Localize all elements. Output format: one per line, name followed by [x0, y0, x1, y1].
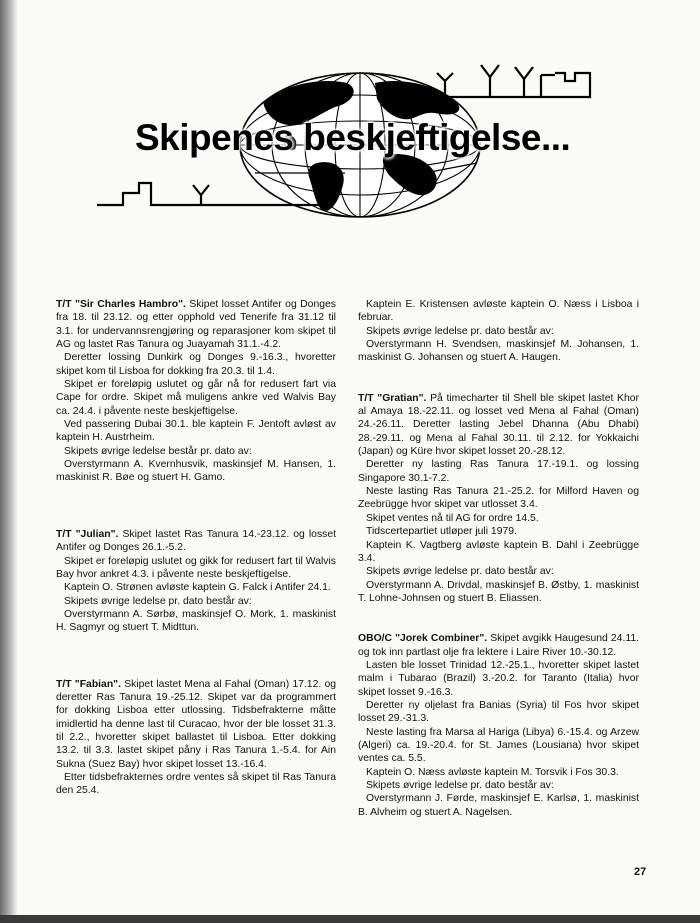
paragraph: Skipets øvrige ledelse består pr. dato av:: [64, 445, 252, 457]
article-sir-charles-hambro: [56, 298, 336, 485]
paragraph: Overstyrmann A. Kvernhusvik, maskinsjef M. Hansen, 1. maskinist R. Bøe og stuert H. Gamo.: [56, 459, 336, 484]
paragraph: Skipets øvrige ledelse pr. dato består av:: [366, 780, 554, 791]
paragraph: Skipets øvrige ledelse pr. dato består av:: [366, 325, 554, 337]
paragraph: Skipet avgikk Haugesund 24.11. og tok inn partlast olje fra lektere i Laire River 10.-30.12.: [358, 633, 640, 658]
paragraph: Kaptein E. Kristensen avløste kaptein O. Næss i Lisboa i februar.: [358, 299, 639, 324]
ship-name: T/T "Sir Charles Hambro".: [56, 299, 186, 310]
paragraph: Neste lasting fra Marsa al Hariga (Libya) 6.-15.4. og Arzew (Algeri) ca. 19.-20.4. for St. James (Lousiana) hvor skipet ventes ca. 5.5.: [358, 726, 639, 765]
paragraph: Overstyrmann A. Sørbø, maskinsjef O. Mork, 1. maskinist H. Sagmyr og stuert T. Midttun.: [56, 608, 336, 634]
paragraph: Skipets øvrige ledelse pr. dato består av:: [366, 566, 554, 578]
paragraph: Deretter ny oljelast fra Banias (Syria) til Fos hvor skipet losset 29.-31.3.: [358, 699, 639, 725]
paragraph: Deretter ny lasting Ras Tanura 17.-19.1. og lossing Singapore 30.1-7.2.: [358, 459, 639, 484]
article-jorek-combiner: [358, 632, 639, 819]
paragraph: Ved passering Dubai 30.1. ble kaptein F. Jentoft avløst av kaptein H. Austrheim.: [56, 419, 336, 444]
article-julian: [56, 528, 336, 635]
paragraph: På timecharter til Shell ble skipet lastet Khor al Amaya 18.-22.11. og losset ved Mena al Fahal (Oman) 24.-26.11. Deretter lasting Jebel Dhanna (Abu Dhabi) 28.-29.11. og Mena al Fahal 30.11. til 2.12. for Yokkaichi (Japan) og Küre hvor skipet losset 20.-28.12.: [358, 392, 639, 458]
paragraph: Skipet ventes nå til AG for ordre 14.5.: [366, 512, 539, 524]
page-number: 27: [634, 866, 647, 878]
paragraph: Lasten ble losset Trinidad 12.-25.1., hvoretter skipet lastet malm i Tubarao (Brazil) 3.-20.2. for Taranto (Italia) hvor skipet losset 9.-16.3.: [358, 659, 639, 698]
article-fabian-continued: [358, 298, 639, 365]
page-title: Skipenes beskjeftigelse...: [135, 117, 571, 158]
paragraph: Etter tidsbefrakternes ordre ventes så skipet til Ras Tanura den 25.4.: [56, 771, 336, 797]
paragraph: Overstyrmann H. Svendsen, maskinsjef M. Johansen, 1. maskinist G. Johansen og stuert A. Haugen.: [358, 339, 639, 364]
header-illustration: [85, 55, 605, 230]
paragraph: Skipet er foreløpig uslutet og går nå for redusert fart via Cape for ordre. Skipet må muligens ankre ved Walvis Bay ca. 24.4. i påvente neste beskjeftigelse.: [56, 379, 336, 417]
paragraph: Overstyrmann A. Drivdal, maskinsjef B. Østby, 1. maskinist T. Lohne-Johnsen og stuert B. Eliassen.: [358, 579, 639, 604]
right-column: [358, 298, 639, 832]
article-fabian: [56, 678, 336, 798]
page-binding-shadow: [0, 0, 18, 923]
paragraph: Kaptein O. Næss avløste kaptein M. Torsvik i Fos 30.3.: [366, 766, 619, 778]
ship-name: T/T "Gratian".: [358, 392, 427, 404]
paragraph: Kaptein K. Vagtberg avløste kaptein B. Dahl i Zeebrügge 3.4.: [358, 539, 639, 564]
ship-name: T/T "Julian".: [56, 528, 119, 540]
left-column: [56, 298, 336, 811]
paragraph: Tidscertepartiet utløper juli 1979.: [366, 526, 517, 538]
ship-name: OBO/C "Jorek Combiner".: [358, 633, 488, 645]
paragraph: Deretter lossing Dunkirk og Donges 9.-16.3., hvoretter skipet kom til Lisboa for dokking fra 20.3. til 1.4.: [56, 352, 336, 377]
paragraph: Skipet losset Antifer og Donges fra 18. til 23.12. og etter opphold ved Tenerife fra 31.12 til 3.1. for undervannsrengjøring og reparasjoner kom skipet til AG og lastet Ras Tanura og Juayamah 31.1.-4.2.: [56, 299, 336, 351]
paragraph: Skipet er foreløpig uslutet og gikk for redusert fart til Walvis Bay hvor ankret 4.3. i påvente neste beskjeftigelse.: [56, 555, 336, 580]
article-gratian: [358, 392, 639, 606]
paragraph: Kaptein O. Strønen avløste kaptein G. Falck i Antifer 24.1.: [64, 582, 331, 594]
ship-name: T/T "Fabian".: [56, 678, 121, 690]
paragraph: Skipet lastet Mena al Fahal (Oman) 17.12. og deretter Ras Tanura 19.-25.12. Skipet var da programmert for dokking Lisboa etter utlossing. Tidsbefrakterne måtte imidlertid ha denne last til Curacao, hvor der ble losset 31.3. til 2.2., hvoretter skipet ballastet til Lisboa. Etter dokking 13.2. til 3.3. lastet skipet påny i Ras Tanura 1.-5.4. for Ain Sukna (Suez Bay) hvor skipet losset 13.-16.4.: [56, 678, 336, 770]
paragraph: Neste lasting Ras Tanura 21.-25.2. for Milford Haven og Zeebrügge hvor skipet var utlosset 3.4.: [358, 486, 639, 511]
paragraph: Skipet lastet Ras Tanura 14.-23.12. og losset Antifer og Donges 26.1.-5.2.: [56, 528, 337, 554]
paragraph: Overstyrmann J. Førde, maskinsjef E. Karlsø, 1. maskinist B. Alvheim og stuert A. Nagelsen.: [358, 793, 639, 818]
paragraph: Skipets øvrige ledelse pr. dato består av:: [64, 595, 252, 607]
page-bottom-edge: [0, 915, 700, 923]
